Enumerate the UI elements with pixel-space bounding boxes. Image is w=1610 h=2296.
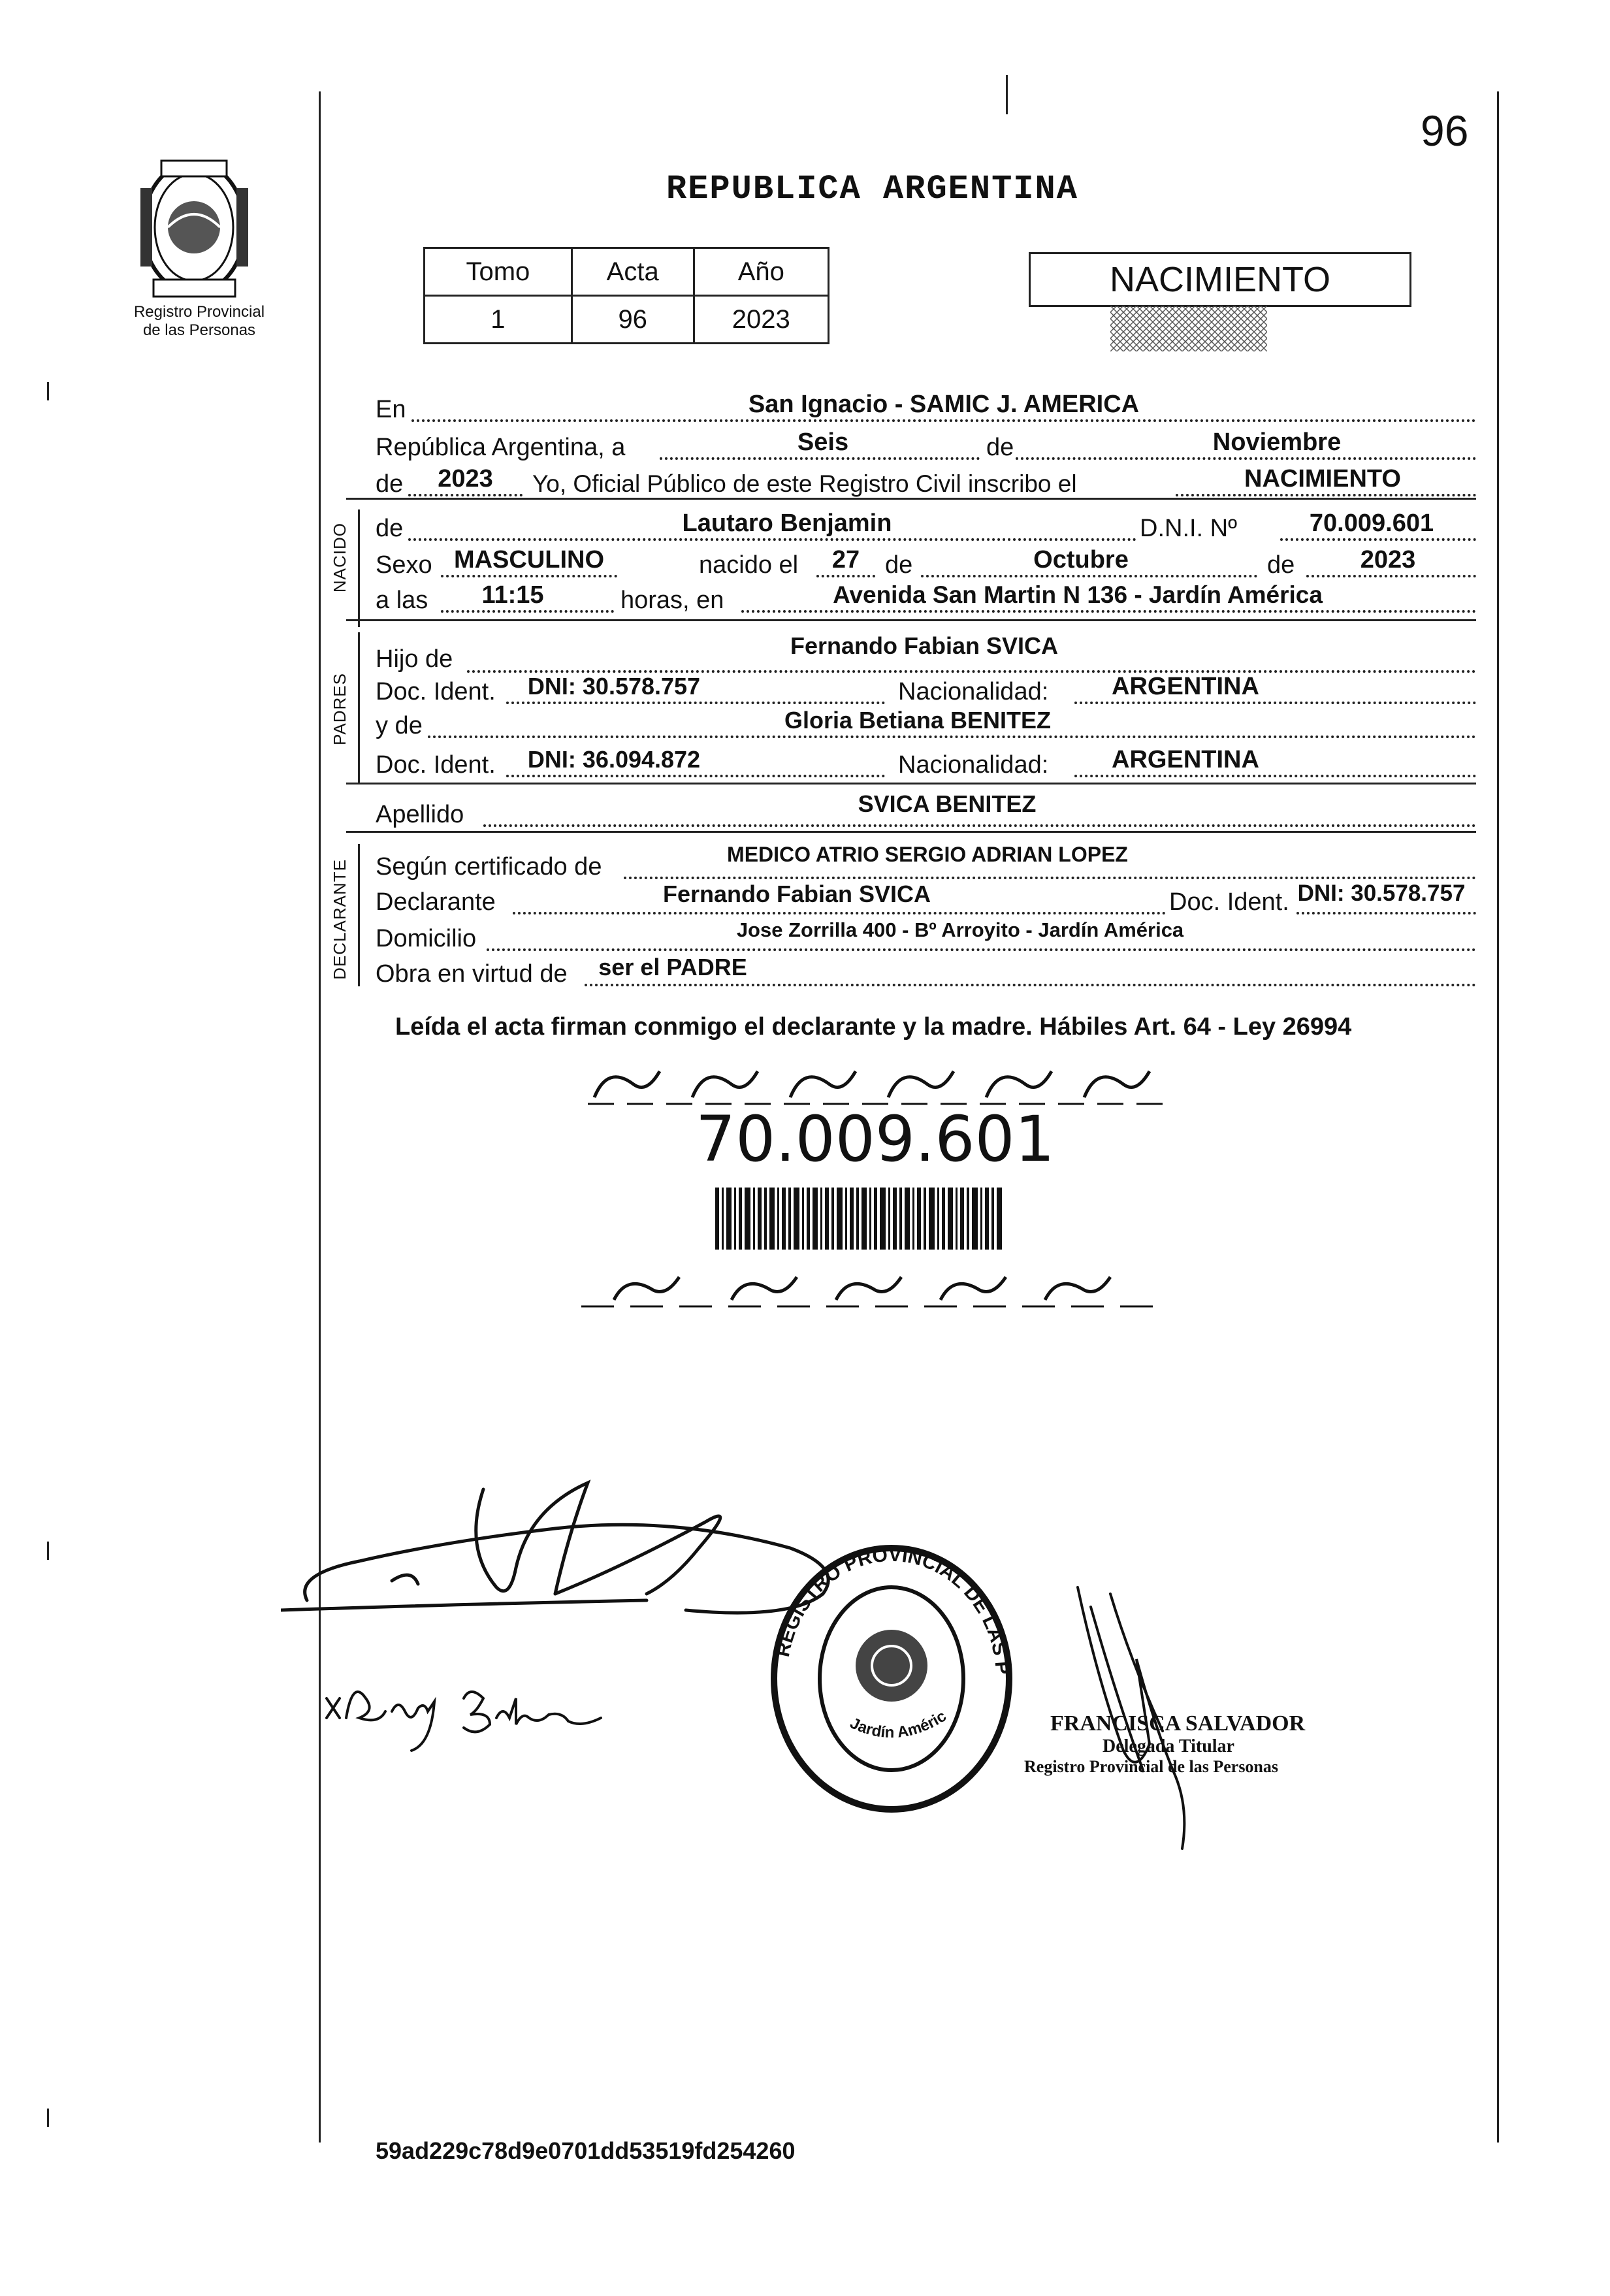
document-hash: 59ad229c78d9e0701dd53519fd254260 bbox=[376, 2137, 796, 2164]
security-pattern-stamp bbox=[1110, 306, 1267, 351]
intro-row-date bbox=[376, 428, 1476, 461]
dotted-line bbox=[441, 575, 617, 577]
declarante-bracket bbox=[358, 844, 360, 986]
dotted-line bbox=[1016, 457, 1476, 460]
declarante-label: Declarante bbox=[376, 888, 496, 916]
sexo-label: Sexo bbox=[376, 551, 432, 579]
dotted-line bbox=[1280, 538, 1476, 541]
dotted-line bbox=[1074, 702, 1476, 704]
y-de-label: y de bbox=[376, 712, 423, 739]
father-doc: DNI: 30.578.757 bbox=[527, 673, 701, 700]
birth-place: Avenida San Martin N 136 - Jardín América bbox=[833, 581, 1323, 608]
padres-row-mother-doc bbox=[376, 746, 1476, 779]
registry-value-acta: 96 bbox=[572, 296, 694, 344]
padres-row-father-doc bbox=[376, 673, 1476, 705]
dotted-line bbox=[506, 775, 885, 777]
mother-name: Gloria Betiana BENITEZ bbox=[784, 707, 1052, 734]
dotted-line bbox=[428, 736, 1476, 738]
de-label: de bbox=[1267, 551, 1295, 579]
birth-day: 27 bbox=[831, 546, 860, 574]
father-nationality: ARGENTINA bbox=[1112, 673, 1259, 700]
dotted-line bbox=[1306, 575, 1476, 577]
scan-mark bbox=[47, 382, 49, 400]
dotted-line bbox=[506, 702, 885, 704]
child-name: Lautaro Benjamin bbox=[682, 509, 892, 537]
registry-header-acta: Acta bbox=[572, 248, 694, 296]
padres-row-mother bbox=[376, 707, 1476, 739]
dotted-line bbox=[487, 948, 1476, 951]
registry-value-tomo: 1 bbox=[425, 296, 572, 344]
dotted-line bbox=[660, 457, 980, 460]
father-name: Fernando Fabian SVICA bbox=[790, 632, 1059, 659]
document-title: REPUBLICA ARGENTINA bbox=[666, 170, 1078, 208]
domicilio-label: Domicilio bbox=[376, 925, 477, 952]
doc-label: Doc. Ident. bbox=[376, 678, 496, 705]
country-label: República Argentina, a bbox=[376, 434, 626, 461]
dotted-line bbox=[1176, 494, 1476, 496]
dotted-line bbox=[741, 610, 1476, 613]
stamp-decoration-bottom bbox=[581, 1267, 1169, 1316]
logo-caption-line2: de las Personas bbox=[142, 321, 256, 339]
registration-month: Noviembre bbox=[1212, 428, 1342, 456]
de-label: de bbox=[376, 515, 404, 542]
padres-bracket bbox=[358, 632, 360, 783]
nacido-bracket bbox=[358, 509, 360, 627]
officer-name: FRANCISCA SALVADOR bbox=[1050, 1711, 1306, 1736]
province-emblem-logo bbox=[121, 149, 268, 312]
padres-row-father bbox=[376, 632, 1476, 673]
section-divider bbox=[346, 831, 1476, 833]
declarant-relation: ser el PADRE bbox=[598, 954, 747, 980]
officer-organization: Registro Provincial de las Personas bbox=[1024, 1757, 1279, 1776]
declarante-row-cert bbox=[376, 843, 1476, 881]
doc-label: Doc. Ident. bbox=[376, 751, 496, 779]
dotted-line bbox=[411, 419, 1476, 422]
apellido-label: Apellido bbox=[376, 801, 464, 828]
apellido-row bbox=[376, 790, 1476, 828]
nacido-label: nacido el bbox=[699, 551, 799, 579]
barcode bbox=[715, 1188, 1003, 1253]
officer-stamp bbox=[1024, 1711, 1306, 1777]
dotted-line bbox=[921, 575, 1257, 577]
nacionalidad-label: Nacionalidad: bbox=[898, 751, 1049, 779]
dotted-line bbox=[585, 984, 1476, 986]
cert-label: Según certificado de bbox=[376, 853, 602, 881]
nacido-row-name bbox=[376, 509, 1476, 542]
scan-mark bbox=[1006, 75, 1008, 114]
hijo-label: Hijo de bbox=[376, 645, 453, 673]
dotted-line bbox=[1074, 775, 1476, 777]
closing-note: Leída el acta firman conmigo el declarante y la madre. Hábiles Art. 64 - Ley 26994 bbox=[395, 1013, 1352, 1041]
dotted-line bbox=[624, 877, 1476, 879]
section-divider bbox=[346, 619, 1476, 621]
child-dni: 70.009.601 bbox=[1309, 509, 1434, 537]
mother-signature bbox=[314, 1672, 627, 1764]
registry-value-ano: 2023 bbox=[694, 296, 828, 344]
registration-place: San Ignacio - SAMIC J. AMERICA bbox=[748, 391, 1140, 418]
birth-year: 2023 bbox=[1360, 546, 1416, 574]
seal-outer-text: REGISTRO PROVINCIAL DE LAS P bbox=[771, 1544, 1014, 1675]
registration-year: 2023 bbox=[438, 465, 493, 493]
seal-inner-text: Jardín Améric bbox=[847, 1707, 950, 1742]
section-divider bbox=[346, 783, 1476, 784]
declarante-row-address bbox=[376, 917, 1476, 950]
dni-label: D.N.I. Nº bbox=[1140, 515, 1237, 542]
de-label: de bbox=[986, 434, 1014, 461]
a-las-label: a las bbox=[376, 587, 428, 614]
surname-value: SVICA BENITEZ bbox=[858, 790, 1037, 817]
dni-stamp-number: 70.009.601 bbox=[696, 1103, 1055, 1176]
mother-doc: DNI: 36.094.872 bbox=[527, 746, 701, 773]
declarante-row-name bbox=[376, 881, 1476, 916]
act-type-box: NACIMIENTO bbox=[1029, 252, 1411, 307]
statement-text: Yo, Oficial Público de este Registro Civil inscribo el bbox=[532, 470, 1077, 497]
declarant-doc: DNI: 30.578.757 bbox=[1297, 881, 1466, 906]
page-number: 96 bbox=[1421, 106, 1469, 155]
declarante-row-obra bbox=[376, 952, 1476, 988]
horas-label: horas, en bbox=[620, 587, 724, 614]
scan-mark bbox=[47, 2109, 49, 2127]
officer-role: Delegada Titular bbox=[1103, 1736, 1234, 1756]
de-label: de bbox=[885, 551, 913, 579]
nacido-row-time bbox=[376, 581, 1476, 614]
nacionalidad-label: Nacionalidad: bbox=[898, 678, 1049, 705]
declarante-section-label: DECLARANTE bbox=[330, 859, 349, 980]
declarant-name: Fernando Fabian SVICA bbox=[662, 881, 931, 907]
de2-label: de bbox=[376, 470, 404, 498]
birth-month: Octubre bbox=[1033, 546, 1129, 574]
certifying-doctor: MEDICO ATRIO SERGIO ADRIAN LOPEZ bbox=[727, 843, 1128, 866]
dotted-line bbox=[483, 824, 1476, 827]
padres-section-label: PADRES bbox=[330, 673, 349, 745]
birth-time: 11:15 bbox=[481, 581, 544, 609]
doc-label: Doc. Ident. bbox=[1169, 888, 1289, 916]
en-label: En bbox=[376, 396, 406, 423]
intro-row-en bbox=[376, 391, 1476, 423]
declarant-address: Jose Zorrilla 400 - Bº Arroyito - Jardín América bbox=[736, 918, 1184, 941]
obra-label: Obra en virtud de bbox=[376, 960, 568, 988]
dotted-line bbox=[816, 575, 875, 577]
registration-act: NACIMIENTO bbox=[1244, 465, 1401, 493]
mother-nationality: ARGENTINA bbox=[1112, 746, 1259, 773]
dotted-line bbox=[441, 610, 614, 613]
child-sex: MASCULINO bbox=[453, 546, 605, 574]
registry-table bbox=[423, 247, 829, 344]
logo-caption-line1: Registro Provincial bbox=[133, 303, 265, 321]
dotted-line bbox=[408, 494, 523, 496]
nacido-section-label: NACIDO bbox=[330, 523, 349, 593]
registry-value-row bbox=[425, 296, 829, 344]
official-seal bbox=[761, 1538, 1022, 1819]
registration-day: Seis bbox=[797, 428, 849, 456]
nacido-row-sex bbox=[376, 546, 1476, 579]
registry-header-row bbox=[425, 248, 829, 296]
logo-caption bbox=[114, 303, 284, 340]
dotted-line bbox=[408, 538, 1136, 541]
registry-header-tomo: Tomo bbox=[425, 248, 572, 296]
section-divider bbox=[346, 498, 1476, 500]
intro-row-statement bbox=[376, 465, 1476, 498]
registry-header-ano: Año bbox=[694, 248, 828, 296]
dotted-line bbox=[1296, 912, 1476, 914]
dotted-line bbox=[513, 912, 1166, 914]
left-margin-line bbox=[319, 91, 321, 2142]
right-margin-line bbox=[1497, 91, 1499, 2142]
scan-mark bbox=[47, 1542, 49, 1560]
